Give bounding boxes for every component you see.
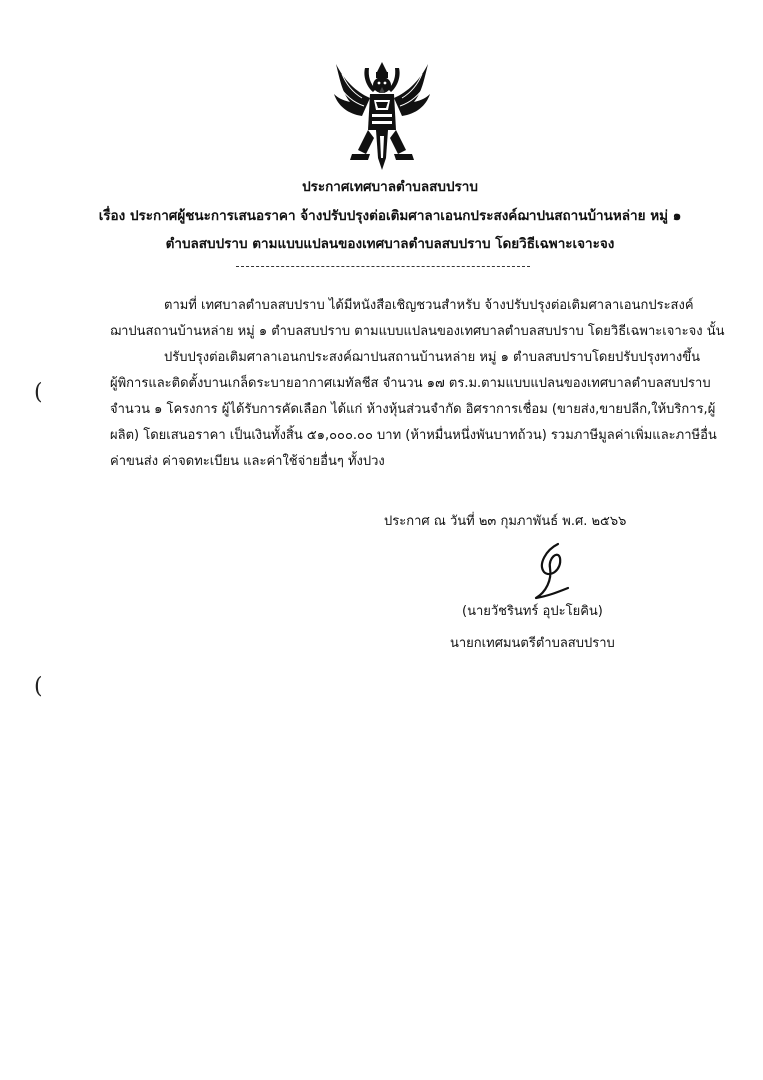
org-title: ประกาศเทศบาลตำบลสบปราบ xyxy=(302,179,478,195)
body-line-2: ฌาปนสถานบ้านหล่าย หมู่ ๑ ตำบลสบปราบ ตามแบบแปลนของเทศบาลตำบลสบปราบ โดยวิธีเฉพาะเจาะจง นั้น xyxy=(110,324,725,339)
body-line-4: ผู้พิการและติดตั้งบานเกล็ดระบายอากาศเมทัลชีส จำนวน ๑๗ ตร.ม.ตามแบบแปลนของเทศบาลตำบลสบปราบ xyxy=(110,376,711,391)
signature-mark xyxy=(528,540,578,602)
garuda-emblem-icon xyxy=(330,58,434,174)
body-line-3: ปรับปรุงต่อเติมศาลาเอนกประสงค์ฌาปนสถานบ้านหล่าย หมู่ ๑ ตำบลสบปราบโดยปรับปรุงทางขึ้น xyxy=(164,350,701,365)
divider xyxy=(236,266,530,267)
body-line-6: ผลิต) โดยเสนอราคา เป็นเงินทั้งสิ้น ๕๑,๐๐๐.๐๐ บาท (ห้าหมื่นหนึ่งพันบาทถ้วน) รวมภาษีมูลค่าเพิ่มและภาษีอื่น xyxy=(110,428,717,443)
margin-mark: ( xyxy=(34,380,43,405)
subject-line-2: ตำบลสบปราบ ตามแบบแปลนของเทศบาลตำบลสบปราบ โดยวิธีเฉพาะเจาะจง xyxy=(165,236,615,252)
body-line-7: ค่าขนส่ง ค่าจดทะเบียน และค่าใช้จ่ายอื่นๆ ทั้งปวง xyxy=(110,454,385,469)
subject-line-1: เรื่อง ประกาศผู้ชนะการเสนอราคา จ้างปรับปรุงต่อเติมศาลาเอนกประสงค์ฌาปนสถานบ้านหล่าย หมู่ ๑ xyxy=(98,208,682,224)
signer-position: นายกเทศมนตรีตำบลสบปราบ xyxy=(450,636,615,651)
announcement-date: ประกาศ ณ วันที่ ๒๓ กุมภาพันธ์ พ.ศ. ๒๕๖๖ xyxy=(384,514,627,529)
body-line-5: จำนวน ๑ โครงการ ผู้ได้รับการคัดเลือก ได้แก่ ห้างหุ้นส่วนจำกัด อิศราการเชื่อม (ขายส่ง,ขายปลีก,ให้บริการ,ผู้ xyxy=(110,402,716,417)
body-line-1: ตามที่ เทศบาลตำบลสบปราบ ได้มีหนังสือเชิญชวนสำหรับ จ้างปรับปรุงต่อเติมศาลาเอนกประสงค์ xyxy=(164,298,694,313)
margin-mark: ( xyxy=(34,674,43,699)
signer-name: (นายวัชรินทร์ อุปะโยคิน) xyxy=(462,604,603,619)
